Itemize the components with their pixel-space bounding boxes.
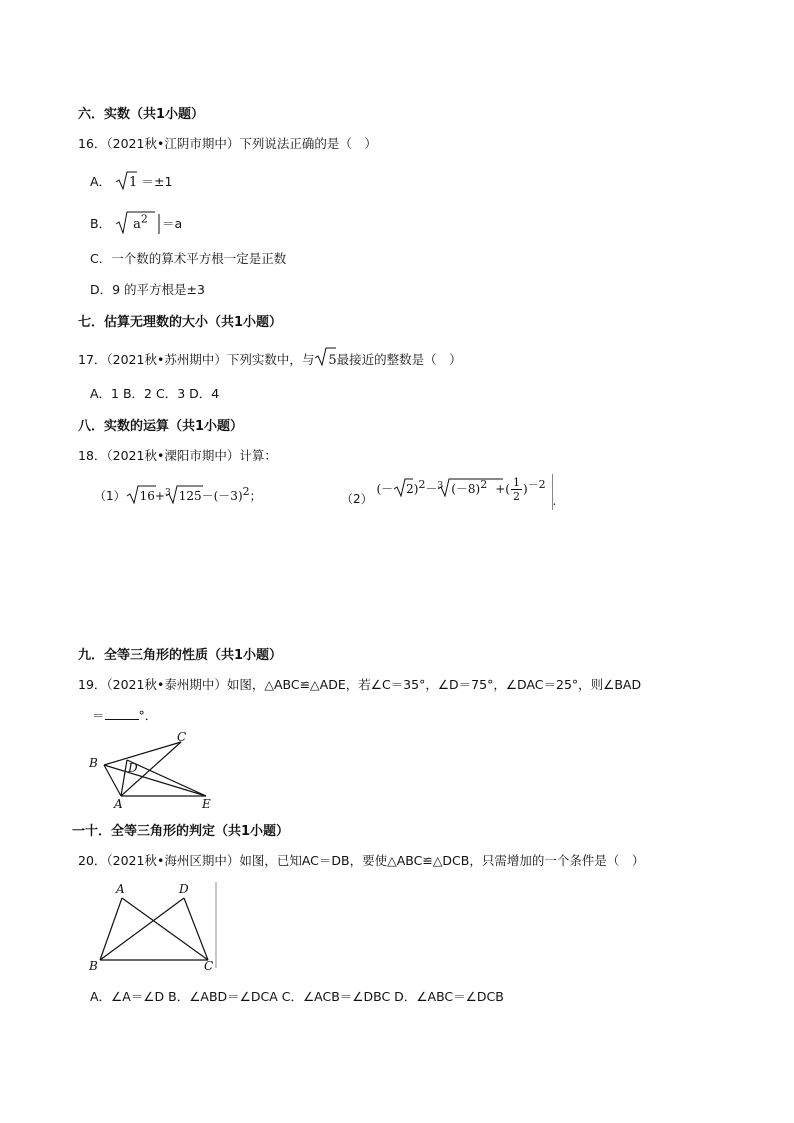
plus-sign: + <box>154 489 165 503</box>
q20-options: A．∠A＝∠D B．∠ABD＝∠DCA C．∠ACB＝∠DBC D．∠ABC＝∠DCB <box>90 989 504 1004</box>
option-a-rest: ＝±1 <box>141 174 173 189</box>
q16-option-d: D．9 的平方根是±3 <box>90 282 205 297</box>
numerator: 1 <box>512 476 520 489</box>
exponent: －2 <box>527 478 546 491</box>
question-19-stem-line2 <box>92 706 157 724</box>
close-paren: ) <box>413 482 419 496</box>
segment-BE <box>104 765 206 796</box>
segment-AD <box>121 760 127 796</box>
q20-quadrilateral-figure <box>86 878 220 974</box>
plus-open-paren: +( <box>495 482 510 496</box>
sqrt-expression <box>115 175 141 190</box>
radicand: a <box>133 217 141 232</box>
label-A: A <box>116 882 125 896</box>
section-title-9: 九．全等三角形的性质（共1小题） <box>78 648 283 663</box>
q16-option-c: C．一个数的算术平方根一定是正数 <box>90 251 287 266</box>
q16-option-b <box>90 208 182 234</box>
q18-part-1 <box>94 484 262 504</box>
option-b-label: B． <box>90 216 112 231</box>
section-title-8: 八．实数的运算（共1小题） <box>78 419 244 434</box>
exponent: 2 <box>242 485 250 498</box>
semicolon: ； <box>249 489 262 503</box>
exponent: 2 <box>140 212 148 226</box>
radicand-16: 16 <box>139 489 155 503</box>
radicand-neg8: (－8) <box>451 482 481 496</box>
sqrt-expression <box>115 212 152 232</box>
section-title-7: 七．估算无理数的大小（共1小题） <box>78 315 283 330</box>
label-B: B <box>89 756 98 770</box>
section-title-6: 六．实数（共1小题） <box>78 107 205 122</box>
question-16-stem: 16．（2021秋•江阴市期中）下列说法正确的是（ ） <box>78 136 377 151</box>
question-20-stem: 20．（2021秋•海州区期中）如图，已知AC＝DB，要使△ABC≌△DCB，只需增加的一个条件是（ ） <box>78 853 645 868</box>
q19-triangle-figure <box>86 730 226 810</box>
part-1-rest: －(－3) <box>201 489 243 503</box>
part-2-label: （2） <box>341 492 373 506</box>
q17-stem-before: 17．（2021秋•苏州期中）下列实数中，与 <box>78 352 315 367</box>
close-paren: ) <box>522 482 528 496</box>
open-paren: (－ <box>376 482 394 496</box>
question-19-stem-line1: 19．（2021秋•泰州期中）如图，△ABC≌△ADE，若∠C＝35°，∠D＝75°，∠DAC＝25°，则∠BAD <box>78 677 642 692</box>
cube-root-index: 3 <box>437 481 444 491</box>
degree-suffix: °． <box>138 708 158 723</box>
radicand: 1 <box>129 175 138 190</box>
question-17-stem <box>78 346 462 368</box>
segment-DB <box>100 898 184 960</box>
q17-stem-after: 最接近的整数是（ ） <box>336 352 462 367</box>
denominator: 2 <box>512 490 520 503</box>
radicand-125: 125 <box>178 489 202 503</box>
label-A: A <box>114 797 123 810</box>
equals-sign: ＝ <box>92 708 105 723</box>
answer-blank[interactable] <box>105 707 139 720</box>
option-b-rest: ＝a <box>161 216 183 231</box>
q18-part-2 <box>341 474 556 510</box>
label-D: D <box>128 761 138 775</box>
label-C: C <box>204 959 214 973</box>
option-a-label: A． <box>90 174 112 189</box>
question-18-stem: 18．（2021秋•溧阳市期中）计算： <box>78 448 277 463</box>
cube-root-index: 3 <box>164 488 171 498</box>
segment-DE <box>127 760 206 796</box>
sqrt-expression <box>314 353 336 368</box>
segment-AB <box>100 898 122 960</box>
period: . <box>552 494 557 508</box>
part-1-label: （1） <box>94 489 126 503</box>
radicand: 5 <box>328 353 337 368</box>
section-title-10: 一十．全等三角形的判定（共1小题） <box>72 824 290 839</box>
exponent: 2 <box>418 478 426 491</box>
label-B: B <box>89 959 98 973</box>
label-E: E <box>202 797 211 810</box>
q17-options: A．1 B．2 C．3 D．4 <box>90 386 220 401</box>
fraction-one-half <box>511 476 522 503</box>
minus-sign: － <box>425 482 438 496</box>
segment-BC <box>104 742 181 765</box>
label-D: D <box>179 882 189 896</box>
exponent: 2 <box>480 478 488 491</box>
radicand-2: 2 <box>406 482 414 496</box>
label-C: C <box>177 730 187 744</box>
q16-option-a <box>90 170 172 190</box>
segment-AC <box>122 898 208 960</box>
